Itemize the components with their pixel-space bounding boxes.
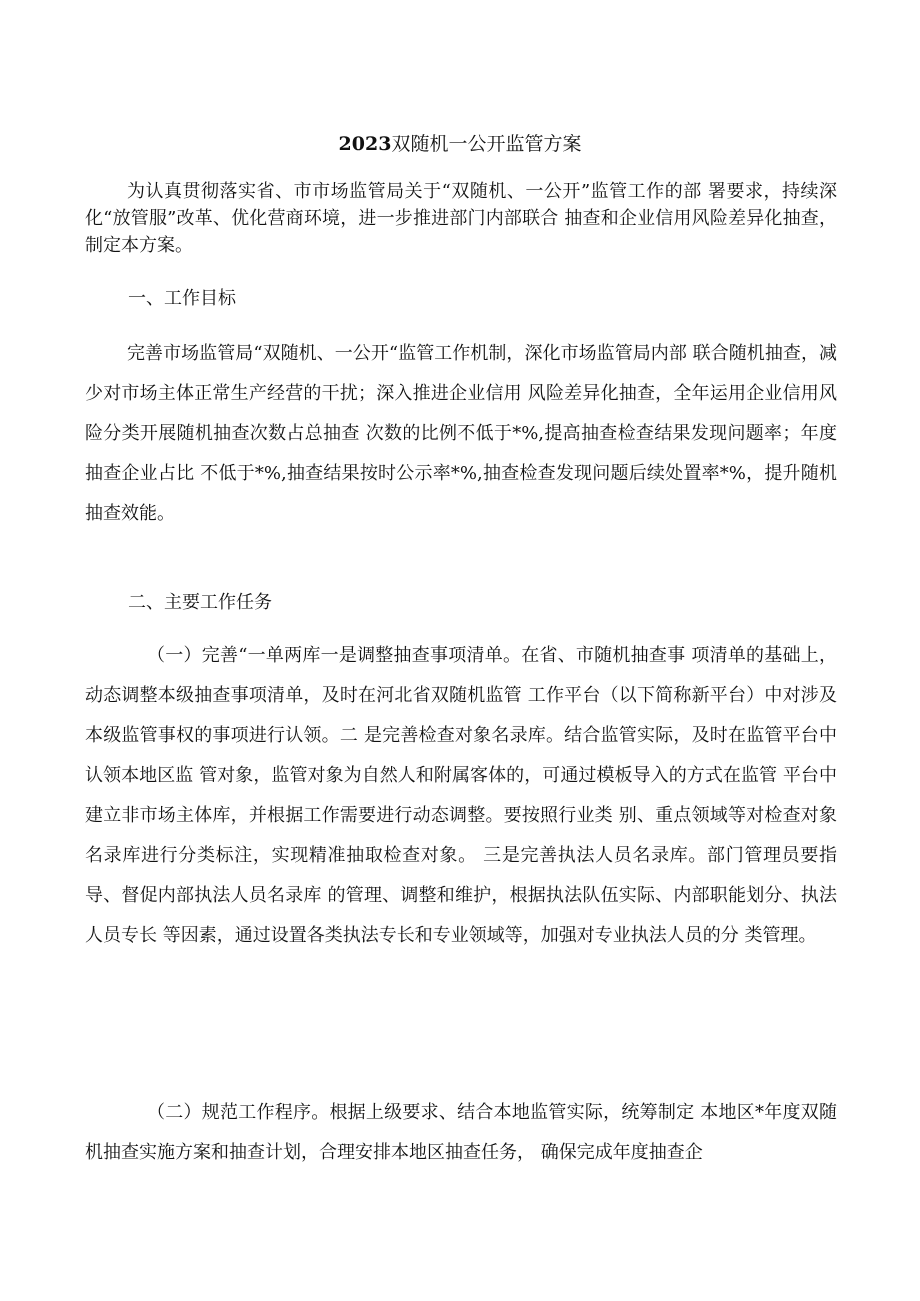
intro-paragraph: 为认真贯彻落实省、市市场监管局关于“双随机、一公开”监管工作的部 署要求，持续深化“放管服”改革、优化营商环境，进一步推进部门内部联合 抽查和企业信用风险差异化抽查，制定本方案。 — [85, 181, 837, 256]
section-heading-tasks: 二、主要工作任务 — [128, 592, 272, 613]
title-text: 双随机一公开监管方案 — [391, 133, 582, 155]
task-1-paragraph: （一）完善“一单两库一是调整抽查事项清单。在省、市随机抽查事 项清单的基础上，动态调整本级抽查事项清单，及时在河北省双随机监管 工作平台（以下简称新平台）中对涉及本级监管事权的事项进行认领。二 是完善检查对象名录库。结合监管实际，及时在监管平台中认领本地区监 管对象，监管对象为自然人和附属客体的，可通过模板导入的方式在监管 平台中建立非市场主体库，并根据工作需要进行动态调整。要按照行业类 别、重点领域等对检查对象名录库进行分类标注，实现精准抽取检查对象。 三是完善执法人员名录库。部门管理员要指导、督促内部执法人员名录库 的管理、调整和维护，根据执法队伍实际、内部职能划分、执法人员专长 等因素，通过设置各类执法专长和专业领域等，加强对专业执法人员的分 类管理。 — [85, 645, 837, 946]
goals-paragraph: 完善市场监管局“双随机、一公开“监管工作机制，深化市场监管局内部 联合随机抽查，减少对市场主体正常生产经营的干扰；深入推进企业信用 风险差异化抽查，全年运用企业信用风险分类开展随机抽查次数占总抽查 次数的比例不低于*%,提高抽查检查结果发现问题率；年度抽查企业占比 不低于*%,抽查结果按时公示率*%,抽查检查发现问题后续处置率*%，提升随机抽查效能。 — [85, 343, 837, 524]
section-heading-goals: 一、工作目标 — [128, 288, 236, 309]
document-title — [0, 132, 920, 156]
title-year: 2023 — [338, 133, 392, 155]
task-2-paragraph: （二）规范工作程序。根据上级要求、结合本地监管实际，统筹制定 本地区*年度双随机抽查实施方案和抽查计划，合理安排本地区抽查任务， 确保完成年度抽查企 — [85, 1102, 837, 1163]
